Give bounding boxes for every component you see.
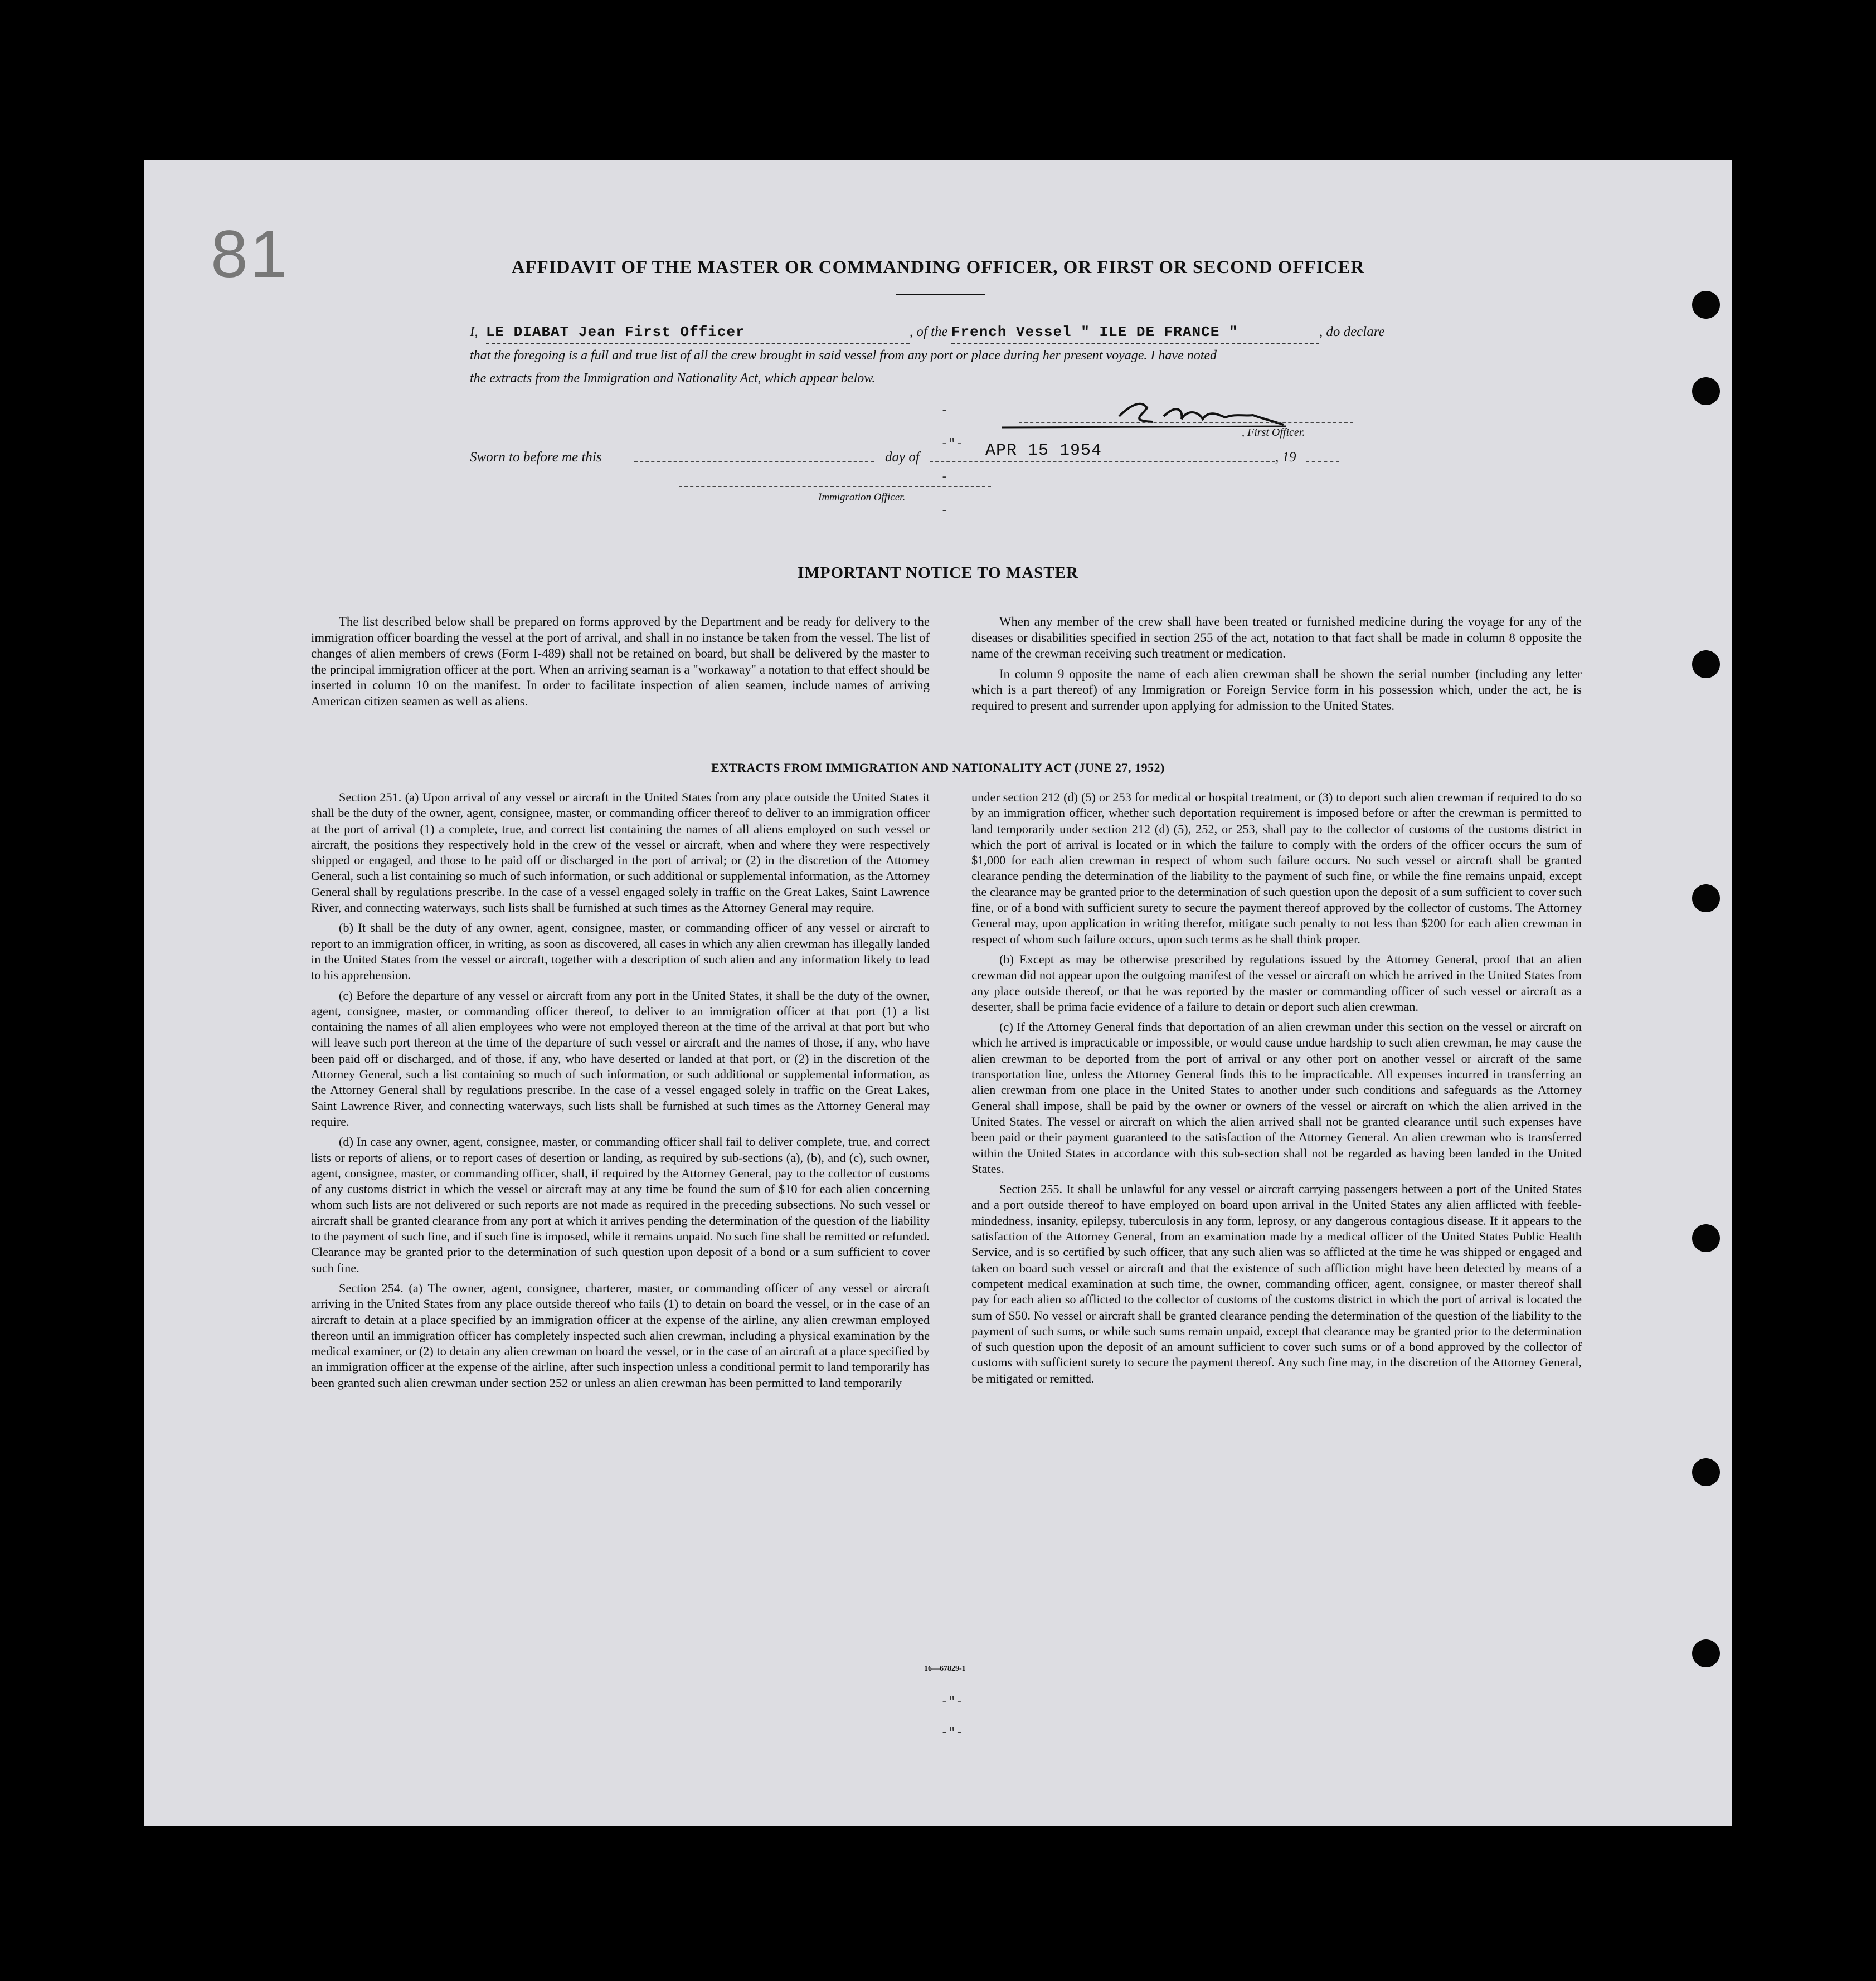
extracts-left-column (311, 790, 930, 1395)
punch-hole (1692, 1458, 1720, 1486)
bleed-through-marks: - -"- - - (941, 403, 963, 518)
section-251d: (d) In case any owner, agent, consignee, master, or commanding officer shall fail to deliver complete, true, and correct lists or reports of aliens, or to report cases of desertion or landing, as required by sub-sections (a), (b), and (c), such owner, agent, consignee, master, or commanding officer, shall, if required by the Attorney General, pay to the collector of customs of any customs district in which the vessel or aircraft may at any time be found the sum of $10 for each alien concerning whom such lists are not delivered or such reports are not made as required in the preceding subsections. No such vessel or aircraft shall be granted clearance from any port at which it arrives pending the determination of the question of the liability to the payment of such fine, and if such fine is imposed, while it remains unpaid. No such fine shall be remitted or refunded. Clearance may be granted prior to the determination of such question upon deposit of a bond or a sum sufficient to cover such fine. (311, 1135, 930, 1275)
vessel-field (951, 322, 1319, 344)
section-254a-continued: under section 212 (d) (5) or 253 for medical or hospital treatment, or (3) to deport such alien crewman if required to do so by an immigration officer, whether such deportation requirement is imposed before or after the crewman is permitted to land temporarily under section 212 (d) (5), 252, or 253, shall pay to the collector of customs of the customs district in which the port of arrival is located or in which the failure to comply with the orders of the officer occurs the sum of $1,000 for each alien crewman in respect of whom such failure occurs. No such vessel or aircraft shall be granted clearance pending the determination of the liability to the payment of such fine, or while the fine remains unpaid, except the clearance may be granted prior to the determination of such question upon the deposit of a sum sufficient to cover such fine, or of a bond with sufficient surety to secure the payment thereof approved by the collector of customs. The Attorney General may, upon application in writing therefor, mitigate such penalty to not less than $200 for each alien crewman in respect of whom such failure occurs, upon such terms as he shall think proper. (971, 790, 1582, 946)
year-label: , 19 (1275, 450, 1296, 465)
extracts-right-column (971, 790, 1582, 1391)
extracts-title: EXTRACTS FROM IMMIGRATION AND NATIONALITY ACT (JUNE 27, 1952) (711, 761, 1165, 775)
punch-hole (1692, 377, 1720, 405)
year-line (1306, 461, 1339, 462)
notice-right-paragraph-1: When any member of the crew shall have been treated or furnished medicine during the voyage for any of the diseases or disabilities specified in section 255 of the act, notation to that fact shall be made in column 8 opposite the name of the crewman receiving such treatment or medication. (971, 615, 1582, 661)
section-251a: Section 251. (a) Upon arrival of any vessel or aircraft in the United States from any place outside the United States it shall be the duty of the owner, agent, consignee, master, or commanding officer thereof to deliver to an immigration officer at the port of arrival (1) a complete, true, and correct list containing the names of all aliens employed on such vessel or aircraft, the positions they respectively hold in the crew of the vessel or aircraft, when and where they were respectively shipped or engaged, and those to be paid off or discharged in the port of arrival; or (2) in the discretion of the Attorney General, such a list containing so much of such information, or such additional or supplemental information, as the Attorney General shall by regulations prescribe. In the case of a vessel engaged solely in traffic on the Great Lakes, Saint Lawrence River, and connecting waterways, such lists shall be furnished at such times as the Attorney General may require. (311, 790, 930, 915)
do-declare-label: , do declare (1319, 324, 1385, 339)
section-255: Section 255. It shall be unlawful for any vessel or aircraft carrying passengers between a port of the United States and a port outside thereof to have employed on board upon arrival in the United States any alien afflicted with feeble-mindedness, insanity, epilepsy, tuberculosis in any form, leprosy, or any dangerous contagious disease. If it appears to the satisfaction of the Attorney General, from an examination made by a medical officer of the United States Public Health Service, and is so certified by such officer, that any such alien was so afflicted at the time he was shipped or engaged and taken on board such vessel or aircraft and that the existence of such affliction might have been detected by means of a competent medical examination at such time, the owner, commanding officer, agent, consignee, or master thereof shall pay for each alien so afflicted to the collector of customs of the customs district in which the port of arrival is located the sum of $50. No vessel or aircraft shall be granted clearance pending the determination of the question of the liability to the payment of such sums, or while such sums remain unpaid, except that clearance may be granted prior to the determination of such question upon the deposit of an amount sufficient to cover such sums or of a bond approved by the collector of customs with sufficient surety to secure the payment thereof. Any such fine may, in the discretion of the Attorney General, be mitigated or remitted. (971, 1182, 1582, 1385)
signature-line (1019, 422, 1353, 423)
officer-signature (963, 394, 1387, 439)
section-254a: Section 254. (a) The owner, agent, consignee, charterer, master, or commanding officer of any vessel or aircraft arriving in the United States from any place outside thereof who fails (1) to detain on board the vessel, or in the case of an aircraft to detain at a place specified by an immigration officer at the expense of the airline, any alien crewman employed thereon until an immigration officer has completely inspected such alien crewman, including a physical examination by the medical examiner, or (2) to detain any alien crewman on board the vessel, or in the case of an aircraft at a place specified by an immigration officer at the expense of the airline, after such inspection unless a conditional permit to land temporarily has been granted such alien crewman under section 252 or unless an alien crewman has been permitted to land temporarily (311, 1281, 930, 1390)
of-the-label: , of the (909, 324, 948, 339)
vessel-typed: French Vessel " ILE DE FRANCE " (951, 324, 1238, 340)
section-254b: (b) Except as may be otherwise prescribed by regulations issued by the Attorney General, proof that an alien crewman did not appear upon the outgoing manifest of the vessel or aircraft on which he arrived in the United States from any place outside thereof, or that he was reported by the master or commanding officer of such vessel or aircraft as a deserter, shall be prima facie evidence of a failure to detain or deport such alien crewman. (971, 952, 1582, 1014)
punch-hole (1692, 650, 1720, 678)
notice-title: IMPORTANT NOTICE TO MASTER (798, 564, 1078, 582)
notice-left-column (311, 614, 930, 714)
form-number: 16—67829-1 (924, 1664, 966, 1673)
section-251c: (c) Before the departure of any vessel or aircraft from any port in the United States, it shall be the duty of the owner, agent, consignee, master, or commanding officer thereof, to deliver to an immigration officer at that port (1) a list containing the names of all alien employees who were not employed thereon at the time of the arrival at that port but who will leave such port thereon at the time of the departure of such vessel or aircraft and the names of those, if any, who have been paid off or discharged, and of those, if any, who have deserted or landed at that port, or (2) in the discretion of the Attorney General, such a list containing so much of such information, or such additional or supplemental information, as the Attorney General shall by regulations prescribe. In the case of a vessel engaged solely in traffic on the Great Lakes, Saint Lawrence River, and connecting waterways, such lists shall be furnished at such times as the Attorney General may require. (311, 988, 930, 1128)
day-of-label: day of (885, 450, 920, 465)
declaration-line-1 (470, 322, 1451, 344)
sworn-label: Sworn to before me this (470, 450, 602, 465)
declaration-line-2: that the foregoing is a full and true list of all the crew brought in said vessel from any port or place during her present voyage. I have noted (470, 348, 1217, 363)
sworn-day-line (634, 461, 874, 462)
punch-hole (1692, 1224, 1720, 1252)
date-stamp: APR 15 1954 (985, 441, 1102, 460)
notice-right-paragraph-2: In column 9 opposite the name of each alien crewman shall be shown the serial number (including any letter which is a part thereof) of any Immigration or Foreign Service form in his possession which, under the act, he is required to present and surrender upon applying for admission to the United States. (971, 666, 1582, 713)
section-254c: (c) If the Attorney General finds that deportation of an alien crewman under this section on the vessel or aircraft on which he arrived is impracticable or impossible, or would cause undue hardship to such alien crewman, he may cause the alien crewman to be deported from the port of arrival or any other port on another vessel or aircraft of the same transportation line, unless the Attorney General finds this to be impracticable. All expenses incurred in transferring an alien crewman from one place in the United States to another under such conditions and safeguards as the Attorney General shall impose, shall be paid by the owner or owners of the vessel or aircraft on which the alien arrived in the United States. The vessel or aircraft on which the alien arrived shall not be granted clearance until such expenses have been paid or their payment guaranteed to the satisfaction of the Attorney General. An alien crewman who is transferred within the United States in accordance with this sub-section shall not be regarded as having been landed in the United States. (971, 1020, 1582, 1176)
bleed-through-marks-bottom: -"- -"- (941, 1695, 963, 1740)
name-typed: LE DIABAT Jean First Officer (485, 324, 745, 340)
declaration-line-3: the extracts from the Immigration and Nationality Act, which appear below. (470, 371, 876, 386)
notice-left-paragraph: The list described below shall be prepared on forms approved by the Department and be ready for delivery to the immigration officer boarding the vessel at the port of arrival, and shall in no instance be taken from the vessel. The list of changes of alien members of crews (Form I-489) shall not be retained on board, but shall be delivered by the master to the principal immigration officer at the port. When an arriving seaman is a "workaway" a notation to that effect should be inserted in column 10 on the manifest. In order to facilitate inspection of alien seamen, include names of arriving American citizen seamen as well as aliens. (311, 615, 930, 708)
name-field (486, 322, 910, 344)
notice-right-column (971, 614, 1582, 719)
punch-hole (1692, 884, 1720, 912)
section-251b: (b) It shall be the duty of any owner, agent, consignee, master, or commanding officer of any vessel or aircraft to report to an immigration officer, in writing, as soon as discovered, all cases in which any alien crewman has illegally landed in the United States from the vessel or aircraft, together with a description of such alien and any information likely to lead to his apprehension. (311, 921, 930, 982)
document-page (144, 160, 1732, 1826)
affidavit-title: AFFIDAVIT OF THE MASTER OR COMMANDING OFFICER, OR FIRST OR SECOND OFFICER (511, 257, 1365, 278)
title-rule (896, 294, 985, 295)
signature-caption: , First Officer. (1242, 426, 1305, 439)
declaration-prefix: I, (470, 324, 478, 339)
page-number-mark: 81 (211, 217, 290, 291)
immigration-officer-caption: Immigration Officer. (818, 491, 906, 503)
punch-hole (1692, 291, 1720, 319)
sworn-month-line (930, 461, 1275, 462)
punch-hole (1692, 1639, 1720, 1667)
